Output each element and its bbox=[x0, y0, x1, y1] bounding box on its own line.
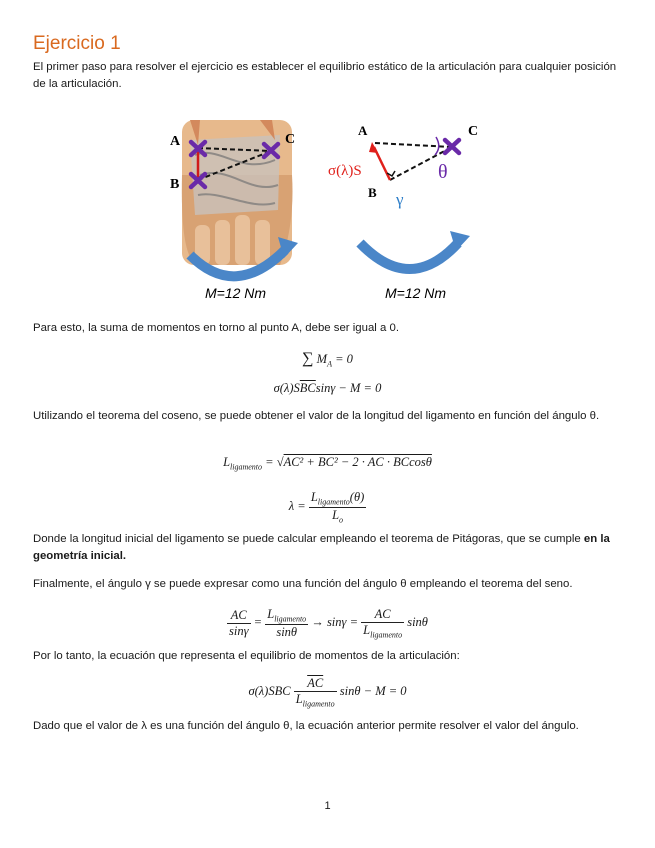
paragraph-moments: Para esto, la suma de momentos en torno al punto A, debe ser igual a 0. bbox=[33, 322, 399, 334]
equation-equilibrium: $\sigma(\lambda)S\overline{BC}\sin\gamma - M = 0$ bbox=[273, 381, 382, 395]
left-label-c: C bbox=[285, 132, 296, 147]
intro-paragraph: El primer paso para resolver el ejercicio es establecer el equilibrio estático de la articulación para cualquier posición de la articulación. bbox=[33, 61, 617, 90]
caption-right: M=12 Nm bbox=[385, 285, 447, 301]
equation-sine-law: $\frac{AC}{\sin\gamma}$ = $\frac{L_{ligamento}}{\sin\theta}$ → sinγ = $\frac{AC}{L_{ligamento}}$ sinθ bbox=[229, 607, 428, 640]
paragraph-conclusion: Dado que el valor de λ es una función del ángulo θ, la ecuación anterior permite resolver el valor del ángulo. bbox=[33, 720, 579, 732]
page-title: Ejercicio 1 bbox=[33, 33, 121, 54]
wrist-illustration bbox=[182, 120, 296, 265]
right-ac-line bbox=[375, 143, 452, 147]
wrist-figure bbox=[160, 115, 500, 305]
right-moment-arrow bbox=[360, 243, 458, 269]
paragraph-cosine: Utilizando el teorema del coseno, se puede obtener el valor de la longitud del ligamento en función del ángulo θ. bbox=[33, 410, 600, 422]
caption-left: M=12 Nm bbox=[205, 285, 267, 301]
paragraph-sine: Finalmente, el ángulo γ se puede expresar como una función del ángulo θ empleando el teorema del seno. bbox=[33, 578, 573, 590]
right-label-a: A bbox=[358, 123, 368, 138]
page-number: 1 bbox=[324, 800, 331, 812]
right-label-c: C bbox=[468, 124, 479, 139]
equation-ligament-length: $L_{ligamento} = √AC^2 + BC^2 - 2$ · AC · BCcosθ bbox=[223, 455, 432, 472]
paragraph-pythagoras: Donde la longitud inicial del ligamento se puede calcular empleando el teorema de Pitágoras, que se cumple en la geometría inicial. bbox=[33, 533, 610, 562]
left-label-b: B bbox=[170, 177, 180, 192]
equation-final: σ(λ)SBC $\frac{\overline{AC}}{L_{ligamento}}$ sinθ − M = 0 bbox=[248, 676, 407, 709]
force-label: σ(λ)S bbox=[328, 163, 362, 179]
gamma-label: γ bbox=[396, 190, 404, 209]
theta-label: θ bbox=[438, 161, 448, 183]
equation-lambda: λ = $\frac{L_{ligamento}(\theta)}{L_o}$ bbox=[288, 490, 365, 524]
equation-sum-moments: ∑ $M_A = 0$ bbox=[302, 350, 353, 369]
paragraph-final-equilibrium: Por lo tanto, la ecuación que representa el equilibrio de momentos de la articulación: bbox=[33, 650, 460, 662]
left-label-a: A bbox=[170, 134, 181, 149]
right-label-b: B bbox=[368, 185, 377, 200]
